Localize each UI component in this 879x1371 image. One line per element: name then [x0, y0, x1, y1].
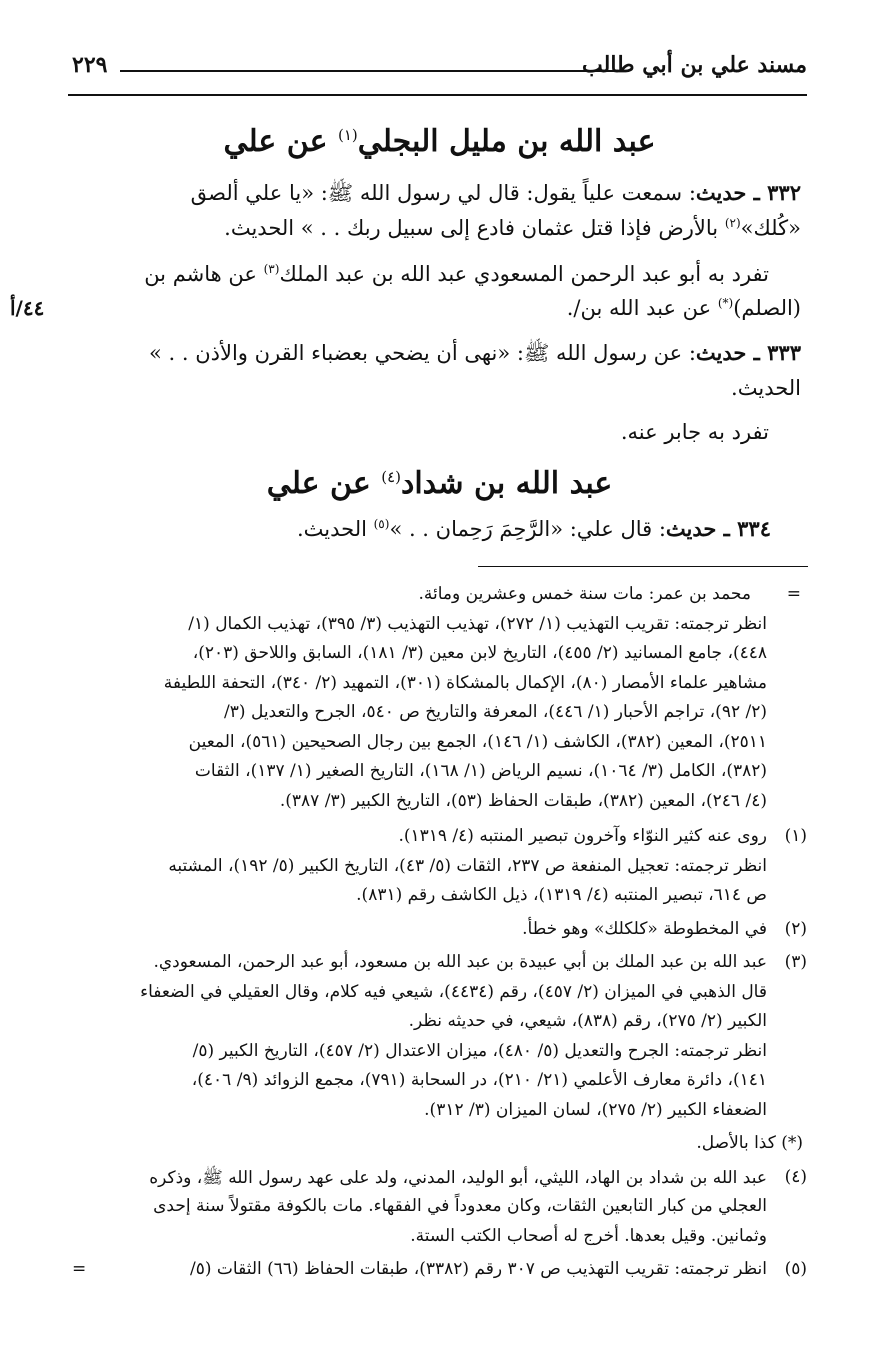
- hadith-text: بالأرض فإذا قتل عثمان فادع إلى سبيل ربك . . » الحديث.: [224, 216, 725, 240]
- note-333: تفرد به جابر عنه.: [620, 420, 769, 444]
- footnote-line: (٤/ ٢٤٦)، المعين (٣٨٢)، طبقات الحفاظ (٥٣)، التاريخ الكبير (٣/ ٣٨٧).: [279, 790, 767, 811]
- section-heading: [0, 124, 879, 159]
- footnote-line: محمد بن عمر: مات سنة خمس وعشرين ومائة.: [418, 584, 751, 604]
- footnote-line: روى عنه كثير النوّاء وآخرون تبصير المنتبه (٤/ ١٣١٩).: [398, 826, 767, 846]
- footnote-ref: (٢): [724, 216, 741, 230]
- heading-text: عبد الله بن مليل البجلي: [357, 124, 656, 159]
- note-text: تفرد به أبو عبد الرحمن المسعودي عبد الله بن عبد الملك: [279, 262, 769, 286]
- footnote-line: قال الذهبي في الميزان (٢/ ٤٥٧)، رقم (٤٤٣٤)، شيعي فيه كلام، وقال العقيلي في الضعفاء: [140, 981, 767, 1002]
- footnote-line: انظر ترجمته: تقريب التهذيب (١/ ٢٧٢)، تهذيب التهذيب (٣/ ٣٩٥)، تهذيب الكمال (١/: [188, 613, 767, 634]
- footnote-line: (٣٨٢)، الكامل (٣/ ١٠٦٤)، نسيم الرياض (١/ ١٦٨)، التاريخ الصغير (١/ ١٣٧)، الثقات: [194, 761, 767, 781]
- folio-marker: ٤٤/أ: [10, 296, 45, 320]
- heading-tail-text: عن علي: [266, 466, 371, 501]
- hadith-number: ٣٣٤ ـ حديث: [665, 516, 771, 541]
- heading-text: عبد الله بن شداد: [400, 466, 613, 501]
- header-rule: [120, 70, 624, 72]
- footnote-line: (٢/ ٩٢)، تراجم الأحبار (١/ ٤٤٦)، المعرفة والتاريخ ص ٥٤٠، الجرح والتعديل (٣/: [224, 702, 767, 722]
- hadith-text: : عن رسول الله ﷺ: «نهى أن يضحي بعضباء القرن والأذن . . »: [148, 341, 696, 365]
- hadith-number: ٣٣٣ ـ حديث: [695, 340, 801, 365]
- footnote-line: في المخطوطة «كلكلك» وهو خطأ.: [522, 918, 767, 939]
- footnote-line: ١٤١)، دائرة معارف الأعلمي (٢١/ ٢١٠)، در السحابة (٧٩١)، مجمع الزوائد (٩/ ٤٠٦)،: [191, 1070, 767, 1090]
- note-line-2: [567, 296, 801, 320]
- hadith-333-line-2: الحديث.: [731, 376, 801, 400]
- footnote-line: ص ٦١٤، تبصير المنتبه (٤/ ١٣١٩)، ذيل الكاشف رقم (٨٣١).: [356, 885, 767, 905]
- hadith-333-line-1: [78, 340, 801, 371]
- footnote-line: انظر ترجمته: تعجيل المنفعة ص ٢٣٧، الثقات (٥/ ٤٣)، التاريخ الكبير (٥/ ١٩٢)، المشتبه: [168, 855, 767, 876]
- hadith-text: : سمعت علياً يقول: قال لي رسول الله ﷺ: «يا علي ألصق: [190, 181, 696, 205]
- footnote-ref: (٣): [263, 262, 280, 276]
- page-number: ٢٢٩: [72, 52, 108, 78]
- footnote-ref: (٤): [381, 468, 401, 486]
- footnote-marker: (٤): [784, 1166, 807, 1187]
- footnote-line: الكبير (٢/ ٢٧٥)، رقم (٨٣٨)، شيعي، في حديثه نظر.: [408, 1011, 767, 1031]
- footnote-line: عبد الله بن شداد بن الهاد، الليثي، أبو الوليد، المدني، ولد على عهد رسول الله ﷺ، وذكره: [149, 1167, 767, 1188]
- hadith-332-line-1: [78, 180, 801, 211]
- note-line-1: [144, 262, 769, 286]
- footnote-marker: (١): [784, 826, 807, 846]
- footnote-line: ٢٥١١)، المعين (٣٨٢)، الكاشف (١/ ١٤٦)، الجمع بين رجال الصحيحين (٥٦١)، المعين: [188, 731, 767, 752]
- continuation-marker: =: [786, 584, 801, 604]
- footnote-ref: (*): [717, 296, 734, 310]
- hadith-number: ٣٣٢ ـ حديث: [695, 180, 801, 205]
- hadith-332-line-2: [224, 216, 801, 240]
- header-underline: [68, 94, 807, 96]
- footnote-marker: (٥): [784, 1259, 807, 1279]
- footnote-marker: (٣): [784, 952, 807, 972]
- footnote-line: عبد الله بن عبد الملك بن أبي عبيدة بن عبد الله بن مسعود، أبو عبد الرحمن، المسعودي.: [153, 952, 767, 972]
- hadith-text: : قال علي: «الرَّحِمَ رَحِمان . . »: [389, 517, 666, 541]
- footnote-line: الضعفاء الكبير (٢/ ٢٧٥)، لسان الميزان (٣/ ٣١٢).: [424, 1099, 767, 1120]
- footnote-line: العجلي من كبار التابعين الثقات، وكان معدوداً في الفقهاء. مات بالكوفة مقتولاً سنة إحدى: [153, 1196, 767, 1216]
- footnote-line: وثمانين. وقيل بعدها. أخرج له أصحاب الكتب الستة.: [410, 1225, 767, 1246]
- footnote-line: (*) كذا بالأصل.: [696, 1133, 803, 1153]
- section-heading: [0, 466, 879, 501]
- footnote-ref: (٥): [373, 517, 390, 531]
- footnote-ref: (١): [337, 126, 358, 144]
- note-text: (الصلم): [733, 296, 801, 320]
- running-title: مسند علي بن أبي طالب: [582, 52, 807, 78]
- continuation-marker: =: [72, 1259, 87, 1279]
- note-text: عن هاشم بن: [144, 262, 264, 286]
- footnote-line: انظر ترجمته: الجرح والتعديل (٥/ ٤٨٠)، ميزان الاعتدال (٢/ ٤٥٧)، التاريخ الكبير (٥/: [192, 1040, 767, 1061]
- hadith-text: الحديث.: [296, 517, 374, 541]
- note-text: عن عبد الله بن/.: [566, 296, 718, 320]
- hadith-334: [297, 516, 771, 541]
- footnote-marker: (٢): [784, 918, 807, 939]
- footnote-line: انظر ترجمته: تقريب التهذيب ص ٣٠٧ رقم (٣٣٨٢)، طبقات الحفاظ (٦٦) الثقات (٥/: [190, 1259, 767, 1279]
- heading-tail-text: عن علي: [223, 124, 328, 159]
- footnote-line: مشاهير علماء الأمصار (٨٠)، الإكمال بالمشكاة (٣٠١)، التمهيد (٢/ ٣٤٠)، التحفة اللطيفة: [163, 672, 767, 693]
- hadith-text: «كُلك»: [740, 216, 801, 240]
- footnote-line: ٤٤٨)، جامع المسانيد (٢/ ٤٥٥)، التاريخ لابن معين (٣/ ١٨١)، السابق واللاحق (٢٠٣)،: [192, 643, 767, 663]
- footnote-separator: [478, 566, 808, 567]
